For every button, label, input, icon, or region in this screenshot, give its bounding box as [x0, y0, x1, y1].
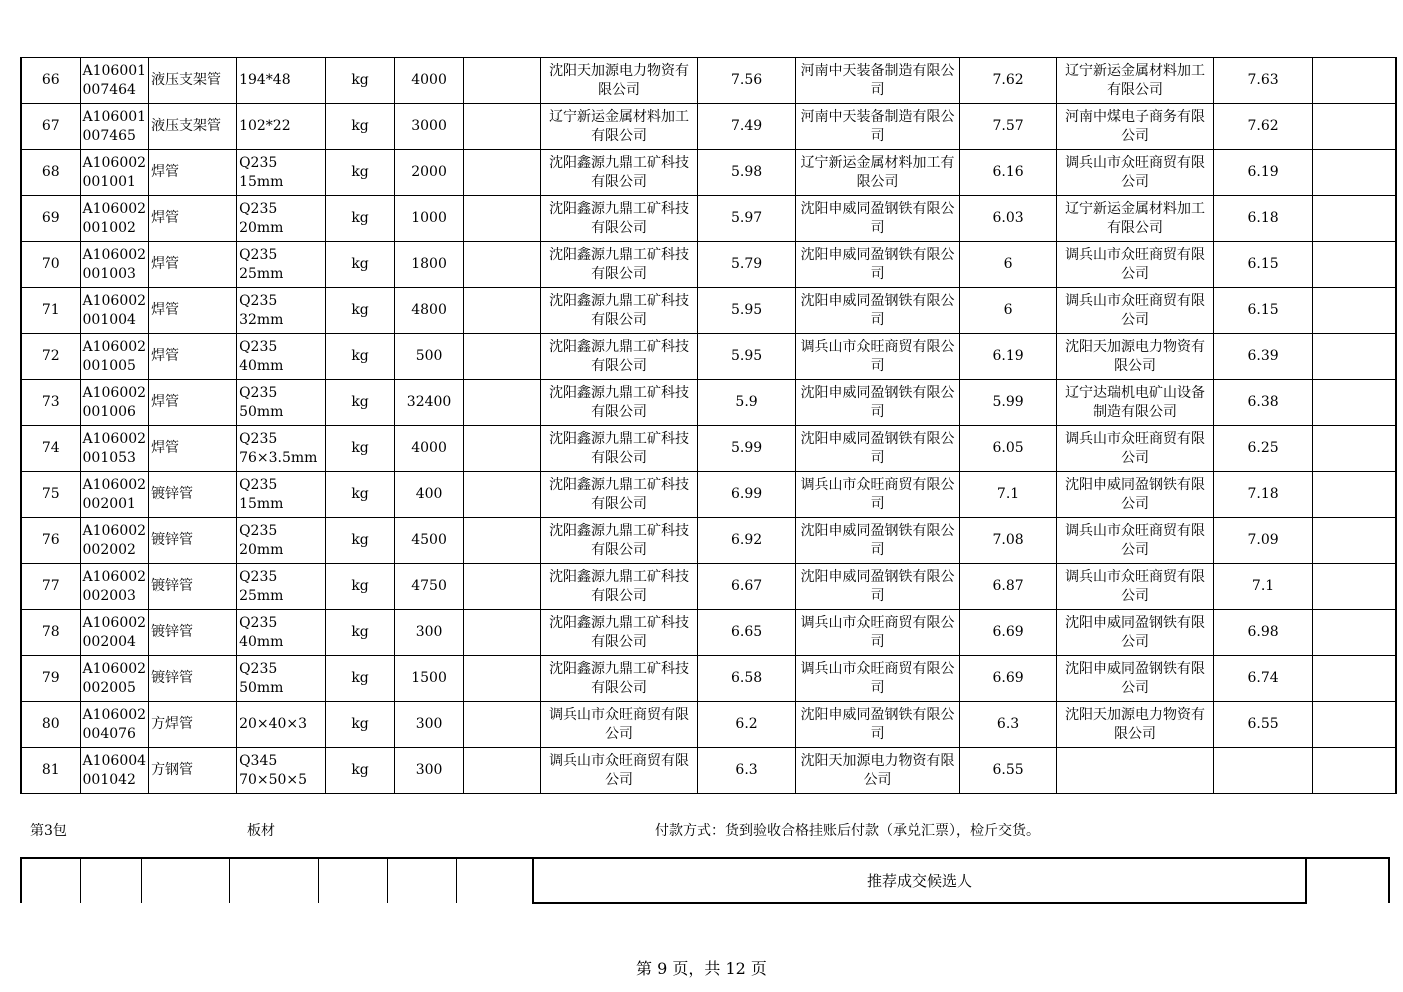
material-code: A106002 001053: [80, 426, 149, 472]
package-category: 板材: [247, 823, 275, 839]
supplier-3: 调兵山市众旺商贸有限公司: [1057, 242, 1214, 288]
supplier-1: 调兵山市众旺商贸有限公司: [541, 702, 698, 748]
material-code: A106004 001042: [80, 748, 149, 794]
price-2: 6.87: [960, 564, 1057, 610]
material-spec: Q235 50mm: [237, 656, 326, 702]
unit: kg: [326, 656, 395, 702]
price-1: 6.65: [698, 610, 796, 656]
supplier-1: 沈阳鑫源九鼎工矿科技有限公司: [541, 656, 698, 702]
price-1: 6.2: [698, 702, 796, 748]
blank-cell: [464, 242, 541, 288]
material-code: A106002 001002: [80, 196, 149, 242]
row-number: 67: [21, 104, 80, 150]
material-spec: Q345 70×50×5: [237, 748, 326, 794]
supplier-3: [1057, 748, 1214, 794]
blank-cell-end: [1313, 288, 1396, 334]
material-code: A106002 002004: [80, 610, 149, 656]
price-1: 6.58: [698, 656, 796, 702]
unit: kg: [326, 610, 395, 656]
quantity: 4750: [395, 564, 464, 610]
blank-cell-end: [1313, 472, 1396, 518]
supplier-1: 沈阳鑫源九鼎工矿科技有限公司: [541, 196, 698, 242]
blank-cell-end: [1313, 518, 1396, 564]
supplier-2: 沈阳天加源电力物资有限公司: [796, 748, 960, 794]
material-code: A106001 007464: [80, 58, 149, 104]
material-spec: Q235 40mm: [237, 610, 326, 656]
header-cell: [141, 858, 229, 903]
blank-cell-end: [1313, 702, 1396, 748]
unit: kg: [326, 702, 395, 748]
material-code: A106002 001001: [80, 150, 149, 196]
blank-cell-end: [1313, 58, 1396, 104]
blank-cell-end: [1313, 610, 1396, 656]
supplier-1: 沈阳鑫源九鼎工矿科技有限公司: [541, 242, 698, 288]
table-row: [21, 58, 1396, 104]
material-code: A106002 004076: [80, 702, 149, 748]
blank-cell: [464, 610, 541, 656]
price-2: 6.19: [960, 334, 1057, 380]
blank-cell: [464, 426, 541, 472]
quantity: 32400: [395, 380, 464, 426]
price-2: 5.99: [960, 380, 1057, 426]
supplier-3: 沈阳申威同盈钢铁有限公司: [1057, 610, 1214, 656]
row-number: 70: [21, 242, 80, 288]
payment-terms: 付款方式：货到验收合格挂账后付款（承兑汇票），检斤交货。: [655, 823, 1040, 839]
supplier-1: 沈阳鑫源九鼎工矿科技有限公司: [541, 518, 698, 564]
bid-comparison-table: [20, 57, 1397, 794]
table-row: [21, 380, 1396, 426]
material-name: 焊管: [149, 334, 237, 380]
quantity: 1500: [395, 656, 464, 702]
blank-cell: [464, 380, 541, 426]
material-spec: 20×40×3: [237, 702, 326, 748]
material-spec: 102*22: [237, 104, 326, 150]
blank-cell: [464, 472, 541, 518]
supplier-3: 辽宁达瑞机电矿山设备制造有限公司: [1057, 380, 1214, 426]
blank-cell-end: [1313, 426, 1396, 472]
price-3: 6.15: [1214, 242, 1313, 288]
price-1: 5.9: [698, 380, 796, 426]
table-row: [21, 472, 1396, 518]
supplier-3: 辽宁新运金属材料加工有限公司: [1057, 58, 1214, 104]
supplier-2: 沈阳申威同盈钢铁有限公司: [796, 288, 960, 334]
blank-cell-end: [1313, 380, 1396, 426]
price-1: 5.99: [698, 426, 796, 472]
table-row: [21, 702, 1396, 748]
material-name: 方焊管: [149, 702, 237, 748]
page-number: 第 9 页，共 12 页: [636, 959, 767, 978]
material-name: 镀锌管: [149, 610, 237, 656]
price-2: 6.03: [960, 196, 1057, 242]
unit: kg: [326, 564, 395, 610]
price-3: 7.18: [1214, 472, 1313, 518]
supplier-1: 沈阳鑫源九鼎工矿科技有限公司: [541, 564, 698, 610]
supplier-2: 沈阳申威同盈钢铁有限公司: [796, 426, 960, 472]
supplier-1: 沈阳鑫源九鼎工矿科技有限公司: [541, 426, 698, 472]
material-spec: Q235 25mm: [237, 242, 326, 288]
unit: kg: [326, 426, 395, 472]
price-1: 7.49: [698, 104, 796, 150]
price-1: 6.67: [698, 564, 796, 610]
price-2: 7.62: [960, 58, 1057, 104]
price-1: 6.99: [698, 472, 796, 518]
supplier-3: 沈阳天加源电力物资有限公司: [1057, 702, 1214, 748]
price-3: 6.38: [1214, 380, 1313, 426]
header-cell: [1306, 858, 1389, 903]
price-3: 7.1: [1214, 564, 1313, 610]
header-cell: [456, 858, 533, 903]
header-cell: [387, 858, 456, 903]
row-number: 78: [21, 610, 80, 656]
row-number: 76: [21, 518, 80, 564]
supplier-3: 调兵山市众旺商贸有限公司: [1057, 150, 1214, 196]
blank-cell-end: [1313, 150, 1396, 196]
row-number: 75: [21, 472, 80, 518]
table-row: [21, 426, 1396, 472]
material-spec: Q235 50mm: [237, 380, 326, 426]
material-name: 焊管: [149, 196, 237, 242]
unit: kg: [326, 380, 395, 426]
material-name: 焊管: [149, 288, 237, 334]
material-spec: 194*48: [237, 58, 326, 104]
table-row: [21, 518, 1396, 564]
package-label: 第3包: [30, 823, 67, 839]
material-spec: Q235 25mm: [237, 564, 326, 610]
supplier-1: 沈阳天加源电力物资有限公司: [541, 58, 698, 104]
price-2: 6.3: [960, 702, 1057, 748]
table-row: [21, 104, 1396, 150]
blank-cell-end: [1313, 564, 1396, 610]
price-2: 7.57: [960, 104, 1057, 150]
quantity: 4800: [395, 288, 464, 334]
material-code: A106001 007465: [80, 104, 149, 150]
material-name: 液压支架管: [149, 104, 237, 150]
price-3: [1214, 748, 1313, 794]
unit: kg: [326, 748, 395, 794]
supplier-3: 调兵山市众旺商贸有限公司: [1057, 518, 1214, 564]
row-number: 81: [21, 748, 80, 794]
material-code: A106002 002001: [80, 472, 149, 518]
material-name: 焊管: [149, 380, 237, 426]
unit: kg: [326, 196, 395, 242]
blank-cell: [464, 334, 541, 380]
header-cell: [21, 858, 80, 903]
price-1: 5.95: [698, 288, 796, 334]
price-3: 6.15: [1214, 288, 1313, 334]
price-2: 6.69: [960, 610, 1057, 656]
supplier-2: 调兵山市众旺商贸有限公司: [796, 334, 960, 380]
supplier-3: 沈阳天加源电力物资有限公司: [1057, 334, 1214, 380]
price-1: 5.79: [698, 242, 796, 288]
supplier-1: 沈阳鑫源九鼎工矿科技有限公司: [541, 610, 698, 656]
material-code: A106002 001006: [80, 380, 149, 426]
material-spec: Q235 15mm: [237, 472, 326, 518]
quantity: 500: [395, 334, 464, 380]
material-name: 镀锌管: [149, 564, 237, 610]
material-code: A106002 001005: [80, 334, 149, 380]
supplier-1: 辽宁新运金属材料加工有限公司: [541, 104, 698, 150]
material-name: 焊管: [149, 426, 237, 472]
material-name: 液压支架管: [149, 58, 237, 104]
quantity: 4500: [395, 518, 464, 564]
supplier-2: 沈阳申威同盈钢铁有限公司: [796, 518, 960, 564]
header-cell: [318, 858, 387, 903]
supplier-1: 沈阳鑫源九鼎工矿科技有限公司: [541, 334, 698, 380]
quantity: 2000: [395, 150, 464, 196]
unit: kg: [326, 58, 395, 104]
supplier-2: 沈阳申威同盈钢铁有限公司: [796, 242, 960, 288]
price-2: 7.1: [960, 472, 1057, 518]
supplier-2: 沈阳申威同盈钢铁有限公司: [796, 380, 960, 426]
material-code: A106002 001003: [80, 242, 149, 288]
price-1: 6.3: [698, 748, 796, 794]
quantity: 300: [395, 610, 464, 656]
supplier-1: 调兵山市众旺商贸有限公司: [541, 748, 698, 794]
quantity: 1000: [395, 196, 464, 242]
table-row: [21, 150, 1396, 196]
material-name: 焊管: [149, 150, 237, 196]
quantity: 4000: [395, 426, 464, 472]
blank-cell: [464, 748, 541, 794]
row-number: 68: [21, 150, 80, 196]
quantity: 1800: [395, 242, 464, 288]
quantity: 3000: [395, 104, 464, 150]
supplier-1: 沈阳鑫源九鼎工矿科技有限公司: [541, 380, 698, 426]
blank-cell-end: [1313, 334, 1396, 380]
unit: kg: [326, 288, 395, 334]
material-name: 方钢管: [149, 748, 237, 794]
package-3-header: [20, 857, 1390, 904]
quantity: 400: [395, 472, 464, 518]
supplier-3: 沈阳申威同盈钢铁有限公司: [1057, 656, 1214, 702]
unit: kg: [326, 242, 395, 288]
blank-cell: [464, 702, 541, 748]
supplier-2: 沈阳申威同盈钢铁有限公司: [796, 564, 960, 610]
row-number: 72: [21, 334, 80, 380]
table-row: [21, 288, 1396, 334]
supplier-2: 调兵山市众旺商贸有限公司: [796, 472, 960, 518]
material-spec: Q235 40mm: [237, 334, 326, 380]
price-3: 7.62: [1214, 104, 1313, 150]
supplier-2: 沈阳申威同盈钢铁有限公司: [796, 702, 960, 748]
supplier-3: 调兵山市众旺商贸有限公司: [1057, 288, 1214, 334]
blank-cell-end: [1313, 748, 1396, 794]
price-2: 6.16: [960, 150, 1057, 196]
supplier-1: 沈阳鑫源九鼎工矿科技有限公司: [541, 288, 698, 334]
material-name: 焊管: [149, 242, 237, 288]
table-row: [21, 196, 1396, 242]
supplier-2: 调兵山市众旺商贸有限公司: [796, 610, 960, 656]
price-1: 7.56: [698, 58, 796, 104]
table-row: [21, 564, 1396, 610]
price-3: 7.09: [1214, 518, 1313, 564]
material-spec: Q235 32mm: [237, 288, 326, 334]
price-3: 6.39: [1214, 334, 1313, 380]
supplier-2: 辽宁新运金属材料加工有限公司: [796, 150, 960, 196]
table-row: [21, 334, 1396, 380]
supplier-2: 沈阳申威同盈钢铁有限公司: [796, 196, 960, 242]
supplier-2: 调兵山市众旺商贸有限公司: [796, 656, 960, 702]
row-number: 79: [21, 656, 80, 702]
quantity: 300: [395, 702, 464, 748]
price-1: 5.95: [698, 334, 796, 380]
row-number: 74: [21, 426, 80, 472]
row-number: 80: [21, 702, 80, 748]
header-cell: [80, 858, 141, 903]
blank-cell-end: [1313, 242, 1396, 288]
blank-cell: [464, 288, 541, 334]
row-number: 66: [21, 58, 80, 104]
supplier-3: 调兵山市众旺商贸有限公司: [1057, 426, 1214, 472]
blank-cell-end: [1313, 656, 1396, 702]
unit: kg: [326, 104, 395, 150]
quantity: 300: [395, 748, 464, 794]
material-spec: Q235 76×3.5mm: [237, 426, 326, 472]
material-name: 镀锌管: [149, 472, 237, 518]
header-cell: [229, 858, 318, 903]
supplier-1: 沈阳鑫源九鼎工矿科技有限公司: [541, 472, 698, 518]
material-code: A106002 001004: [80, 288, 149, 334]
table-row: [21, 748, 1396, 794]
price-3: 6.98: [1214, 610, 1313, 656]
price-3: 6.19: [1214, 150, 1313, 196]
blank-cell: [464, 518, 541, 564]
table-row: [21, 242, 1396, 288]
price-2: 6.55: [960, 748, 1057, 794]
price-3: 6.18: [1214, 196, 1313, 242]
blank-cell: [464, 564, 541, 610]
supplier-3: 辽宁新运金属材料加工有限公司: [1057, 196, 1214, 242]
row-number: 73: [21, 380, 80, 426]
recommend-header: 推荐成交候选人: [533, 858, 1306, 903]
supplier-3: 河南中煤电子商务有限公司: [1057, 104, 1214, 150]
blank-cell-end: [1313, 196, 1396, 242]
price-2: 6: [960, 242, 1057, 288]
unit: kg: [326, 472, 395, 518]
material-name: 镀锌管: [149, 518, 237, 564]
price-1: 5.98: [698, 150, 796, 196]
price-2: 6.69: [960, 656, 1057, 702]
material-spec: Q235 20mm: [237, 196, 326, 242]
price-3: 6.74: [1214, 656, 1313, 702]
row-number: 71: [21, 288, 80, 334]
quantity: 4000: [395, 58, 464, 104]
table-row: [21, 656, 1396, 702]
row-number: 69: [21, 196, 80, 242]
blank-cell: [464, 656, 541, 702]
supplier-2: 河南中天装备制造有限公司: [796, 58, 960, 104]
supplier-2: 河南中天装备制造有限公司: [796, 104, 960, 150]
supplier-3: 调兵山市众旺商贸有限公司: [1057, 564, 1214, 610]
unit: kg: [326, 518, 395, 564]
price-1: 5.97: [698, 196, 796, 242]
material-code: A106002 002003: [80, 564, 149, 610]
blank-cell: [464, 150, 541, 196]
supplier-1: 沈阳鑫源九鼎工矿科技有限公司: [541, 150, 698, 196]
material-spec: Q235 20mm: [237, 518, 326, 564]
price-2: 6.05: [960, 426, 1057, 472]
material-name: 镀锌管: [149, 656, 237, 702]
row-number: 77: [21, 564, 80, 610]
price-3: 7.63: [1214, 58, 1313, 104]
price-1: 6.92: [698, 518, 796, 564]
unit: kg: [326, 334, 395, 380]
table-row: [21, 610, 1396, 656]
supplier-3: 沈阳申威同盈钢铁有限公司: [1057, 472, 1214, 518]
unit: kg: [326, 150, 395, 196]
material-code: A106002 002005: [80, 656, 149, 702]
price-2: 7.08: [960, 518, 1057, 564]
price-2: 6: [960, 288, 1057, 334]
price-3: 6.25: [1214, 426, 1313, 472]
price-3: 6.55: [1214, 702, 1313, 748]
blank-cell: [464, 196, 541, 242]
material-spec: Q235 15mm: [237, 150, 326, 196]
blank-cell-end: [1313, 104, 1396, 150]
blank-cell: [464, 58, 541, 104]
blank-cell: [464, 104, 541, 150]
material-code: A106002 002002: [80, 518, 149, 564]
